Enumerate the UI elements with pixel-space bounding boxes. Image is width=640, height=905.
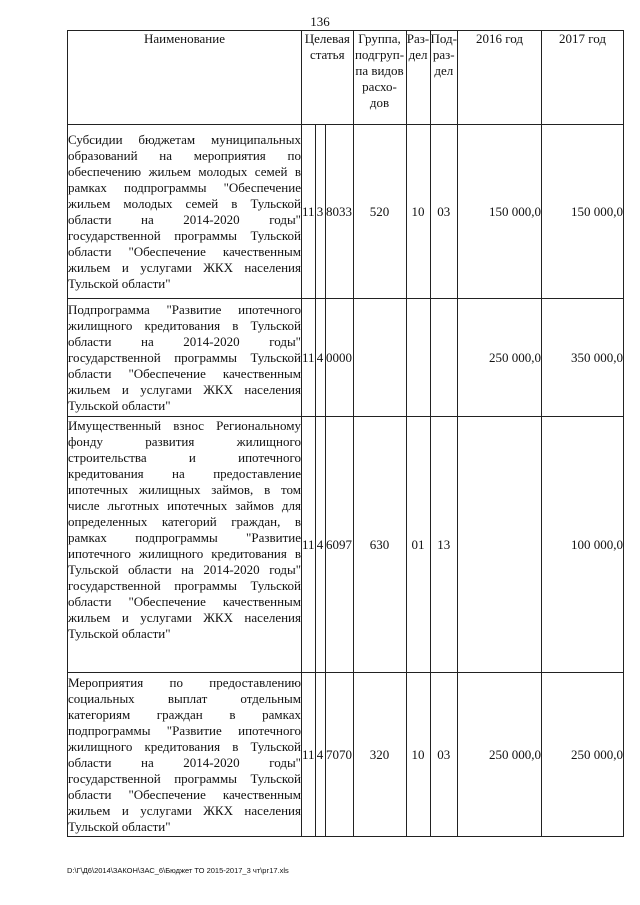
target-code-b: 4 (315, 299, 325, 417)
header-2016: 2016 год (458, 31, 542, 125)
group-code: 630 (353, 417, 406, 673)
header-target: Целевая статья (302, 31, 354, 125)
header-section: Раз-дел (406, 31, 430, 125)
section-code: 10 (406, 673, 430, 837)
target-code-a: 11 (302, 299, 316, 417)
target-code-b: 3 (315, 125, 325, 299)
target-code-a: 11 (302, 125, 316, 299)
target-code-b: 4 (315, 417, 325, 673)
target-code-c: 7070 (325, 673, 353, 837)
header-2017: 2017 год (542, 31, 624, 125)
row-name: Мероприятия по предоставлению социальных выплат отдельным категориям граждан в рамках подпрограммы "Развитие ипотечного жилищного кредитования в Тульской области на 2014-2020 годы" государственной программы Тульской области "Обеспечение качественным жильем и услугами ЖКХ населения Тульской области" (68, 673, 302, 837)
row-name: Подпрограмма "Развитие ипотечного жилищного кредитования в Тульской области на 2014-2020 годы" государственной программы Тульской области "Обеспечение качественным жильем и услугами ЖКХ населения Тульской области" (68, 299, 302, 417)
subsection-code (430, 299, 457, 417)
table-row (68, 125, 624, 299)
amount-2017: 100 000,0 (542, 417, 624, 673)
target-code-a: 11 (302, 417, 316, 673)
subsection-code: 13 (430, 417, 457, 673)
section-code: 10 (406, 125, 430, 299)
amount-2017: 250 000,0 (542, 673, 624, 837)
row-name: Субсидии бюджетам муниципальных образований на мероприятия по обеспечению жильем молодых семей в рамках подпрограммы "Обеспечение жильем молодых семей в Тульской области на 2014-2020 годы" государственной программы Тульской области "Обеспечение качественным жильем и услугами ЖКХ населения Тульской области" (68, 125, 302, 299)
row-name: Имущественный взнос Региональному фонду развития жилищного строительства и ипотечного кредитования на предоставление ипотечных жилищных займов, в том числе льготных ипотечных займов для определенных категорий граждан, в рамках подпрограммы "Развитие ипотечного жилищного кредитования в Тульской области на 2014-2020 годы" государственной программы Тульской области "Обеспечение качественным жильем и услугами ЖКХ населения Тульской области" (68, 417, 302, 673)
header-row (68, 31, 624, 125)
group-code: 320 (353, 673, 406, 837)
subsection-code: 03 (430, 673, 457, 837)
target-code-c: 0000 (325, 299, 353, 417)
target-code-c: 8033 (325, 125, 353, 299)
section-code (406, 299, 430, 417)
group-code: 520 (353, 125, 406, 299)
amount-2016 (458, 417, 542, 673)
table-row (68, 417, 624, 673)
table-row (68, 299, 624, 417)
amount-2017: 350 000,0 (542, 299, 624, 417)
budget-table (67, 30, 624, 837)
subsection-code: 03 (430, 125, 457, 299)
header-group: Группа, подгруп-па видов расхо-дов (353, 31, 406, 125)
file-path-footer: D:\Г\Д6\2014\ЗАКОН\ЗАС_6\Бюджет ТО 2015-2017_3 чт\рг17.xls (67, 866, 289, 875)
target-code-a: 11 (302, 673, 316, 837)
amount-2016: 150 000,0 (458, 125, 542, 299)
page-number: 136 (310, 14, 330, 29)
group-code (353, 299, 406, 417)
header-subsection: Под-раз-дел (430, 31, 457, 125)
target-code-b: 4 (315, 673, 325, 837)
target-code-c: 6097 (325, 417, 353, 673)
header-name: Наименование (68, 31, 302, 125)
section-code: 01 (406, 417, 430, 673)
table-row (68, 673, 624, 837)
amount-2017: 150 000,0 (542, 125, 624, 299)
amount-2016: 250 000,0 (458, 673, 542, 837)
amount-2016: 250 000,0 (458, 299, 542, 417)
